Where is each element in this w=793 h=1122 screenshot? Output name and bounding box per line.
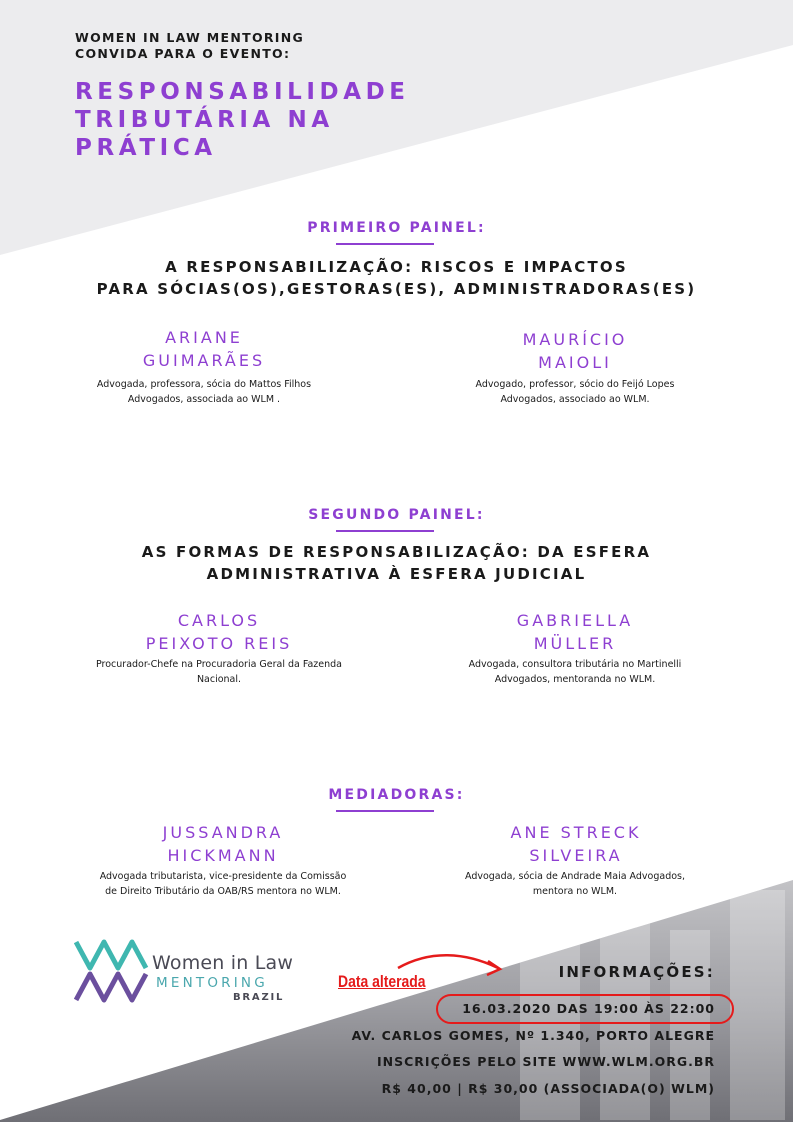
mediators-heading: MEDIADORAS:: [328, 787, 465, 803]
speaker-name: [465, 328, 685, 374]
speaker-desc-line: Advogada tributarista, vice-presidente da Comissão: [99, 871, 347, 882]
speaker-desc-line: Advogados, associado ao WLM.: [500, 394, 650, 405]
event-date: 16.03.2020 DAS 19:00 ÀS 22:00: [462, 1001, 715, 1016]
invite-line: CONVIDA PARA O EVENTO:: [75, 46, 291, 61]
speaker-desc-line: Advogado, professor, sócio do Feijó Lopes: [475, 379, 675, 390]
speaker-description: [54, 657, 384, 687]
event-title: [75, 78, 410, 162]
panel1-title: [0, 256, 793, 300]
speaker-name-line: ANE STRECK: [510, 823, 642, 842]
speaker-description: [425, 377, 725, 407]
speaker-name-line: MAURÍCIO: [522, 330, 628, 349]
speaker-name: [465, 609, 685, 655]
date-changed-note: Data alterada: [338, 972, 426, 991]
speaker-name-line: MÜLLER: [533, 634, 617, 653]
logo-teal-wave: [76, 942, 146, 968]
speaker-description: [425, 869, 725, 899]
info-heading: INFORMAÇÕES:: [558, 963, 715, 981]
panel2-title: [0, 541, 793, 585]
title-line-3: PRÁTICA: [75, 135, 217, 161]
speaker-name-line: JUSSANDRA: [162, 823, 284, 842]
panel2-title-line-2: ADMINISTRATIVA À ESFERA JUDICIAL: [206, 565, 587, 583]
logo-brazil: BRAZIL: [233, 992, 285, 1003]
speaker-name: [109, 609, 329, 655]
panel2-title-line-1: AS FORMAS DE RESPONSABILIZAÇÃO: DA ESFERA: [141, 543, 652, 561]
panel1-title-line-2: PARA SÓCIAS(OS),GESTORAS(ES), ADMINISTRADORAS(ES): [96, 280, 697, 298]
speaker-name-line: CARLOS: [177, 611, 261, 630]
speaker-description: [58, 869, 388, 899]
speaker-description: [54, 377, 354, 407]
panel1-title-line-1: A RESPONSABILIZAÇÃO: RISCOS E IMPACTOS: [165, 258, 628, 276]
speaker-desc-line: de Direito Tributário da OAB/RS mentora no WLM.: [105, 886, 341, 897]
speaker-name-line: PEIXOTO REIS: [145, 634, 293, 653]
registration-info: INSCRIÇÕES PELO SITE WWW.WLM.ORG.BR: [377, 1054, 715, 1069]
panel1-divider: [336, 243, 434, 245]
speaker-desc-line: Advogada, consultora tributária no Martinelli: [468, 659, 682, 670]
speaker-desc-line: Nacional.: [196, 674, 242, 685]
speaker-name: [466, 821, 686, 867]
speaker-name: [113, 821, 333, 867]
speaker-desc-line: mentora no WLM.: [532, 886, 618, 897]
speaker-desc-line: Advogada, professora, sócia do Mattos Filhos: [96, 379, 312, 390]
speaker-desc-line: Advogada, sócia de Andrade Maia Advogados,: [464, 871, 686, 882]
speaker-desc-line: Advogados, mentoranda no WLM.: [494, 674, 656, 685]
title-line-1: RESPONSABILIDADE: [75, 79, 410, 105]
speaker-name: [94, 326, 314, 372]
logo-wordmark: Women in Law: [152, 952, 294, 974]
speaker-desc-line: Advogados, associada ao WLM .: [127, 394, 281, 405]
speaker-name-line: SILVEIRA: [529, 846, 623, 865]
panel1-heading: PRIMEIRO PAINEL:: [307, 220, 486, 236]
speaker-name-line: GUIMARÃES: [142, 351, 266, 370]
speaker-description: [425, 657, 725, 687]
title-line-2: TRIBUTÁRIA NA: [75, 107, 334, 133]
host-line: WOMEN IN LAW MENTORING: [75, 30, 305, 45]
panel2-divider: [336, 530, 434, 532]
mediators-divider: [336, 810, 434, 812]
price-info: R$ 40,00 | R$ 30,00 (ASSOCIADA(O) WLM): [381, 1081, 715, 1096]
event-host-header: [75, 30, 304, 62]
event-address: AV. CARLOS GOMES, Nº 1.340, PORTO ALEGRE: [351, 1028, 715, 1043]
logo-purple-wave: [76, 974, 146, 1000]
panel2-heading: SEGUNDO PAINEL:: [308, 507, 485, 523]
logo-mentoring: MENTORING: [156, 975, 268, 991]
speaker-desc-line: Procurador-Chefe na Procuradoria Geral da Fazenda: [95, 659, 343, 670]
speaker-name-line: MAIOLI: [538, 353, 612, 372]
speaker-name-line: ARIANE: [165, 328, 243, 347]
speaker-name-line: HICKMANN: [167, 846, 279, 865]
speaker-name-line: GABRIELLA: [516, 611, 634, 630]
